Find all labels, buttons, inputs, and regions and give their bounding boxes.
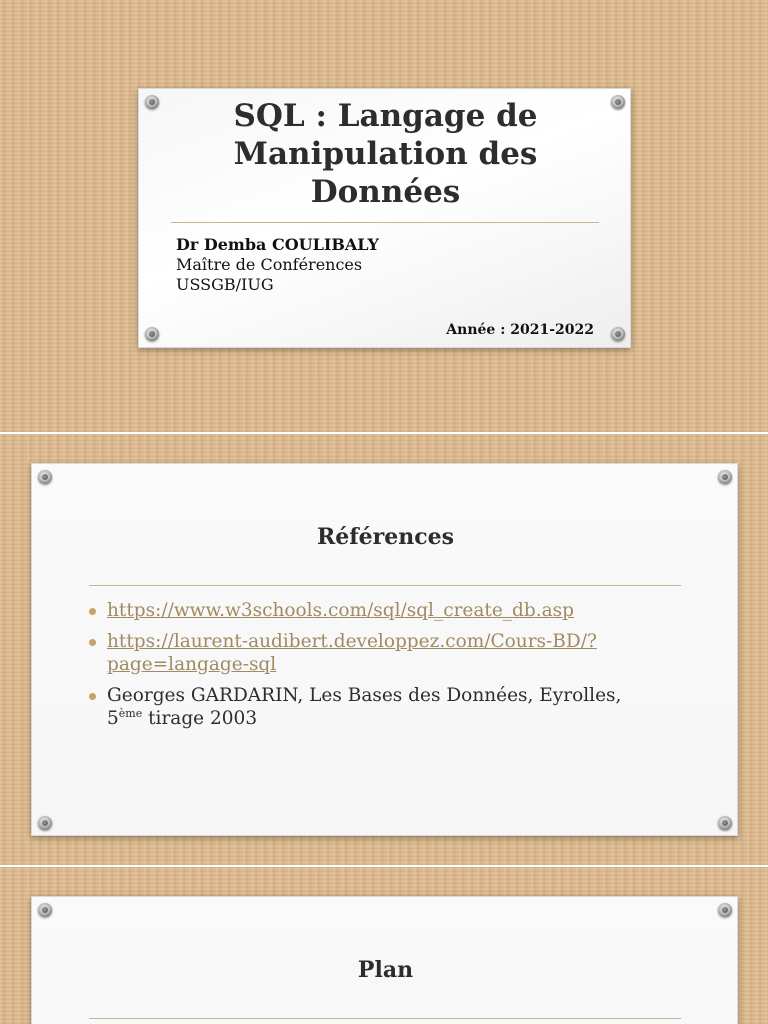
plan-slide-card bbox=[31, 896, 738, 1024]
reference-text: Georges GARDARIN, Les Bases des Données, Eyrolles, bbox=[107, 685, 622, 706]
author-role: Maître de Conférences bbox=[176, 255, 363, 274]
author-institution: USSGB/IUG bbox=[176, 275, 274, 294]
author-name: Dr Demba COULIBALY bbox=[176, 235, 379, 254]
rivet-icon bbox=[145, 95, 159, 109]
rivet-icon bbox=[611, 327, 625, 341]
academic-year: Année : 2021-2022 bbox=[446, 322, 594, 338]
developpez-link[interactable] bbox=[107, 631, 597, 675]
rivet-icon bbox=[38, 903, 52, 917]
w3schools-link[interactable]: https://www.w3schools.com/sql/sql_create_db.asp bbox=[107, 600, 574, 621]
rivet-icon bbox=[718, 816, 732, 830]
list-item bbox=[89, 599, 689, 622]
rivet-icon bbox=[718, 903, 732, 917]
references-list bbox=[89, 599, 689, 738]
title-line: Manipulation des bbox=[233, 136, 538, 172]
references-title: Références bbox=[316, 524, 455, 550]
title-line: Données bbox=[310, 174, 461, 210]
rivet-icon bbox=[611, 95, 625, 109]
reference-text: 5 bbox=[107, 708, 119, 729]
gardarin-reference bbox=[107, 685, 621, 729]
list-item bbox=[89, 684, 689, 730]
author-block bbox=[176, 235, 379, 295]
title-line: SQL : Langage de bbox=[233, 98, 538, 134]
rivet-icon bbox=[718, 470, 732, 484]
list-item bbox=[89, 630, 689, 676]
title-divider bbox=[171, 222, 599, 223]
rivet-icon bbox=[38, 470, 52, 484]
references-divider bbox=[89, 585, 681, 586]
link-text[interactable]: page=langage-sql bbox=[107, 654, 277, 675]
title-slide-card bbox=[138, 88, 631, 348]
presentation-title bbox=[169, 97, 602, 211]
rivet-icon bbox=[38, 816, 52, 830]
references-slide-card bbox=[31, 463, 738, 836]
plan-title: Plan bbox=[357, 957, 414, 983]
plan-divider bbox=[89, 1018, 681, 1019]
reference-text: tirage 2003 bbox=[142, 708, 258, 729]
rivet-icon bbox=[145, 327, 159, 341]
link-text[interactable]: https://laurent-audibert.developpez.com/Cours-BD/? bbox=[107, 631, 597, 652]
superscript: ème bbox=[118, 706, 143, 720]
